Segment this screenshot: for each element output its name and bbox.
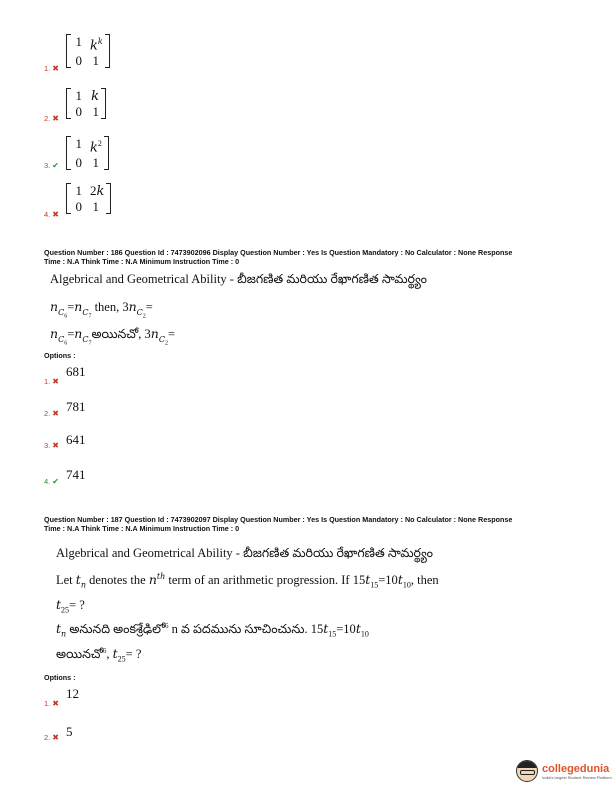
question-text-te-2: అయినచో$^6$, $t_{25}=$ ? xyxy=(56,646,142,664)
option-number: 2. xyxy=(44,114,51,123)
option-number: 2. xyxy=(44,733,51,742)
option-number: 3. xyxy=(44,161,51,170)
subject-line: Algebrical and Geometrical Ability - బీజగణిత మరియు రేఖాగణిత సామర్థ్యం xyxy=(56,546,433,560)
cross-icon: ✖ xyxy=(52,409,59,418)
matrix: 1 $k^k$ 0 1 xyxy=(66,34,110,68)
question-text-te: $t_n$ అనునది అంకశ్రేఢిలో$^6$ n వ పదమును సూచించును. $15t_{15}=10t_{10}$ xyxy=(56,621,369,639)
cross-icon: ✖ xyxy=(52,210,59,219)
question-header: Question Number : 187 Question Id : 7473902097 Display Question Number : Yes Is Question Mandatory : No Calculator : None Response Time : N.A Think Time : N.A Minimum Instruction Time : 0 xyxy=(44,515,513,533)
cross-icon: ✖ xyxy=(52,377,59,386)
matrix: 1 2k 0 1 xyxy=(66,183,111,214)
logo-name: collegedunia xyxy=(542,762,610,775)
option-number: 1. xyxy=(44,377,51,386)
logo-tagline: India's largest Student Review Platform xyxy=(542,774,612,780)
option-value: 5 xyxy=(66,724,73,739)
cross-icon: ✖ xyxy=(52,64,59,73)
option-number: 1. xyxy=(44,699,51,708)
matrix: 1 $k^2$ 0 1 xyxy=(66,136,109,170)
question-header: Question Number : 186 Question Id : 7473902096 Display Question Number : Yes Is Question Mandatory : No Calculator : None Response Time : N.A Think Time : N.A Minimum Instruction Time : 0 xyxy=(44,248,513,266)
question-text-en: $n_{C_6}=n_{C_7}$ then, $3n_{C_2}=$ xyxy=(50,299,153,320)
option-number: 4. xyxy=(44,477,51,486)
option-number: 4. xyxy=(44,210,51,219)
option-value: 781 xyxy=(66,399,86,414)
matrix: 1 k 0 1 xyxy=(66,88,106,119)
subject-line: Algebrical and Geometrical Ability - బీజగణిత మరియు రేఖాగణిత సామర్థ్యం xyxy=(50,272,427,286)
mascot-icon xyxy=(516,760,538,782)
option-value: 641 xyxy=(66,432,86,447)
option-value: 12 xyxy=(66,686,79,701)
cross-icon: ✖ xyxy=(52,114,59,123)
option-number: 3. xyxy=(44,441,51,450)
option-number: 2. xyxy=(44,409,51,418)
check-icon: ✔ xyxy=(52,477,59,486)
cross-icon: ✖ xyxy=(52,733,59,742)
option-value: 741 xyxy=(66,467,86,482)
question-text-en-2: $t_{25}=$ ? xyxy=(56,597,85,615)
options-label: Options : xyxy=(44,351,76,360)
option-number: 1. xyxy=(44,64,51,73)
question-text-en: Let $t_n$ denotes the $n^{th}$ term of an arithmetic progression. If $15t_{15}=10t_{10}$, then xyxy=(56,572,439,590)
collegedunia-logo xyxy=(516,760,612,782)
option-value: 681 xyxy=(66,364,86,379)
cross-icon: ✖ xyxy=(52,441,59,450)
check-icon: ✔ xyxy=(52,161,59,170)
options-label: Options : xyxy=(44,673,76,682)
question-text-te: $n_{C_6}=n_{C_7}అయినచో$, $3n_{C_2}=$ xyxy=(50,326,176,347)
cross-icon: ✖ xyxy=(52,699,59,708)
